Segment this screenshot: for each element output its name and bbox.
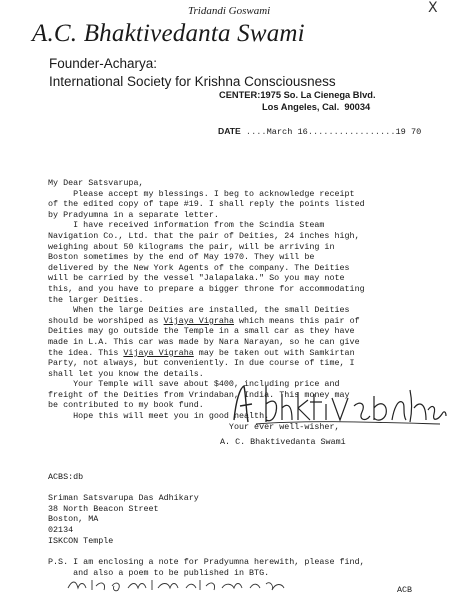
recipient-line: 02134 [48, 524, 74, 535]
recipient-line: 38 North Beacon Street [48, 503, 159, 514]
letter-line: Boston sometimes by the end of May 1970. They will be [48, 252, 315, 263]
reference-initials: ACBS:db [48, 472, 84, 482]
vijaya-vigraha-underlined: Vijaya Vigraha [163, 315, 234, 326]
letterhead-role: Founder-Acharya: [49, 56, 158, 71]
recipient-block [48, 472, 199, 546]
typed-signature: A. C. Bhaktivedanta Swami [220, 437, 346, 447]
letter-line: will be carried by the vessel "Jalapalaka." So you may note [48, 273, 345, 284]
vijaya-vigraha-underlined: Vijaya Vigraha [123, 347, 194, 358]
letter-line: may be taken out with Samkirtan [193, 347, 355, 358]
postscript [48, 557, 365, 578]
postscript-line: P.S. I am enclosing a note for Pradyumna herewith, please find, [48, 557, 365, 567]
letter-line: delivered by the New York Agents of the company. The Deities [48, 262, 350, 273]
date-month-day: March 16 [266, 127, 308, 137]
letter-line: Your Temple will save about $400, including price and [48, 379, 340, 390]
letter-line: Your ever well-wisher, [48, 421, 340, 432]
letterhead-society: International Society for Krishna Consciousness [49, 74, 336, 89]
letter-line: the larger Deities. [48, 294, 144, 305]
letter-line: this, and you have to prepare a bigger throne for accommodating [48, 283, 365, 294]
closing-initials: ACB [397, 585, 413, 595]
letter-line: made in L.A. This car was made by Nara Narayan, so he can give [48, 336, 360, 347]
center-address: CENTER:1975 So. La Cienega Blvd. [219, 90, 376, 100]
date-label: DATE [218, 126, 241, 136]
letter-line: Deities may go outside the Temple in a small car as they have [48, 326, 355, 337]
recipient-line: ISKCON Temple [48, 535, 114, 546]
letter-line: When the large Deities are installed, the small Deities [48, 305, 350, 316]
center-city: Los Angeles, Cal. 90034 [262, 102, 371, 112]
salutation: My Dear Satsvarupa, [48, 178, 144, 188]
letter-line: be contributed to my book fund. [48, 400, 204, 411]
letterhead-subtitle: Tridandi Goswami [188, 5, 271, 17]
handwritten-note [66, 576, 288, 594]
letter-line: shall let you know the details. [48, 368, 204, 379]
postscript-line: and also a poem to be published in BTG. [48, 567, 270, 578]
letter-line: weighing about 50 kilograms the pair, will be arriving in [48, 241, 335, 252]
letter-line: Party, not always, but conveniently. In due course of time, I [48, 358, 355, 369]
letter-line: should be worshiped as [48, 315, 164, 326]
date-year: 19 70 [395, 127, 422, 137]
letter-line: Navigation Co., Ltd. that the pair of Deities, 24 inches high, [48, 230, 360, 241]
corner-x-mark: X [428, 0, 438, 16]
letter-line: by Pradyumna in a separate letter. [48, 209, 219, 220]
letterhead-name: A.C. Bhaktivedanta Swami [32, 20, 305, 47]
letter-line: Hope this will meet you in good health. [48, 411, 270, 422]
letter-line: which means this pair of [233, 315, 360, 326]
letter-line: Please accept my blessings. I beg to acknowledge receipt [48, 188, 355, 199]
recipient-line: Sriman Satsvarupa Das Adhikary [48, 493, 199, 504]
letter-line: freight of the Deities from Vrindaban, India. This money may [48, 389, 350, 400]
recipient-line: Boston, MA [48, 514, 99, 525]
date-line: DATE ....March 16.................19 70 [218, 126, 422, 137]
handwritten-signature [226, 380, 450, 428]
letter-line: of the edited copy of tape #19. I shall reply the points listed [48, 199, 365, 210]
letter-line: I have received information from the Scindia Steam [48, 220, 325, 231]
letter-line: the idea. This [48, 347, 124, 358]
